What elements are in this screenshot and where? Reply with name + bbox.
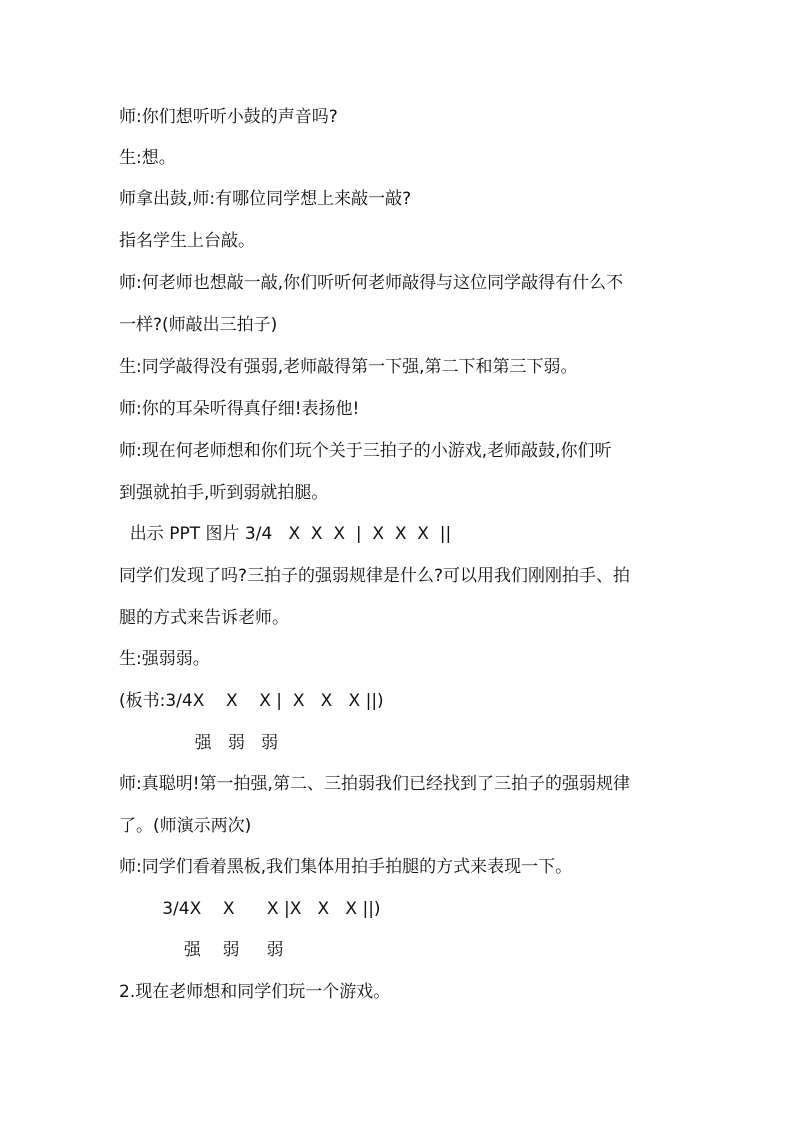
text-line-11: 出示 PPT 图片 3/4 X X X | X X X || <box>119 524 452 544</box>
text-line-18: 了。(师演示两次) <box>119 816 252 836</box>
text-line-1: 师:你们想听听小鼓的声音吗? <box>119 107 338 127</box>
text-line-22: 2.现在老师想和同学们玩一个游戏。 <box>119 982 391 1002</box>
text-line-3: 师拿出鼓,师:有哪位同学想上来敲一敲? <box>119 189 412 209</box>
text-line-9: 师:现在何老师想和你们玩个关于三拍子的小游戏,老师敲鼓,你们听 <box>119 441 612 461</box>
text-line-5: 师:何老师也想敲一敲,你们听听何老师敲得与这位同学敲得有什么不 <box>119 273 624 293</box>
text-line-14: 生:强弱弱。 <box>119 649 210 669</box>
text-line-20: 3/4X X X |X X X ||) <box>119 899 381 919</box>
text-line-8: 师:你的耳朵听得真仔细!表扬他! <box>119 399 360 419</box>
text-line-19: 师:同学们看着黑板,我们集体用拍手拍腿的方式来表现一下。 <box>119 857 573 877</box>
text-line-4: 指名学生上台敲。 <box>119 231 255 251</box>
text-line-15: (板书:3/4X X X | X X X ||) <box>119 691 384 711</box>
text-line-12: 同学们发现了吗?三拍子的强弱规律是什么?可以用我们刚刚拍手、拍 <box>119 566 631 586</box>
text-line-6: 一样?(师敲出三拍子) <box>119 315 278 335</box>
text-line-13: 腿的方式来告诉老师。 <box>119 608 289 628</box>
text-line-2: 生:想。 <box>119 148 176 168</box>
text-line-7: 生:同学敲得没有强弱,老师敲得第一下强,第二下和第三下弱。 <box>119 357 578 377</box>
text-line-16: 强 弱 弱 <box>119 733 279 753</box>
text-line-17: 师:真聪明!第一拍强,第二、三拍弱我们已经找到了三拍子的强弱规律 <box>119 774 630 794</box>
text-line-21: 强 弱 弱 <box>119 940 284 960</box>
text-line-10: 到强就拍手,听到弱就拍腿。 <box>119 483 329 503</box>
